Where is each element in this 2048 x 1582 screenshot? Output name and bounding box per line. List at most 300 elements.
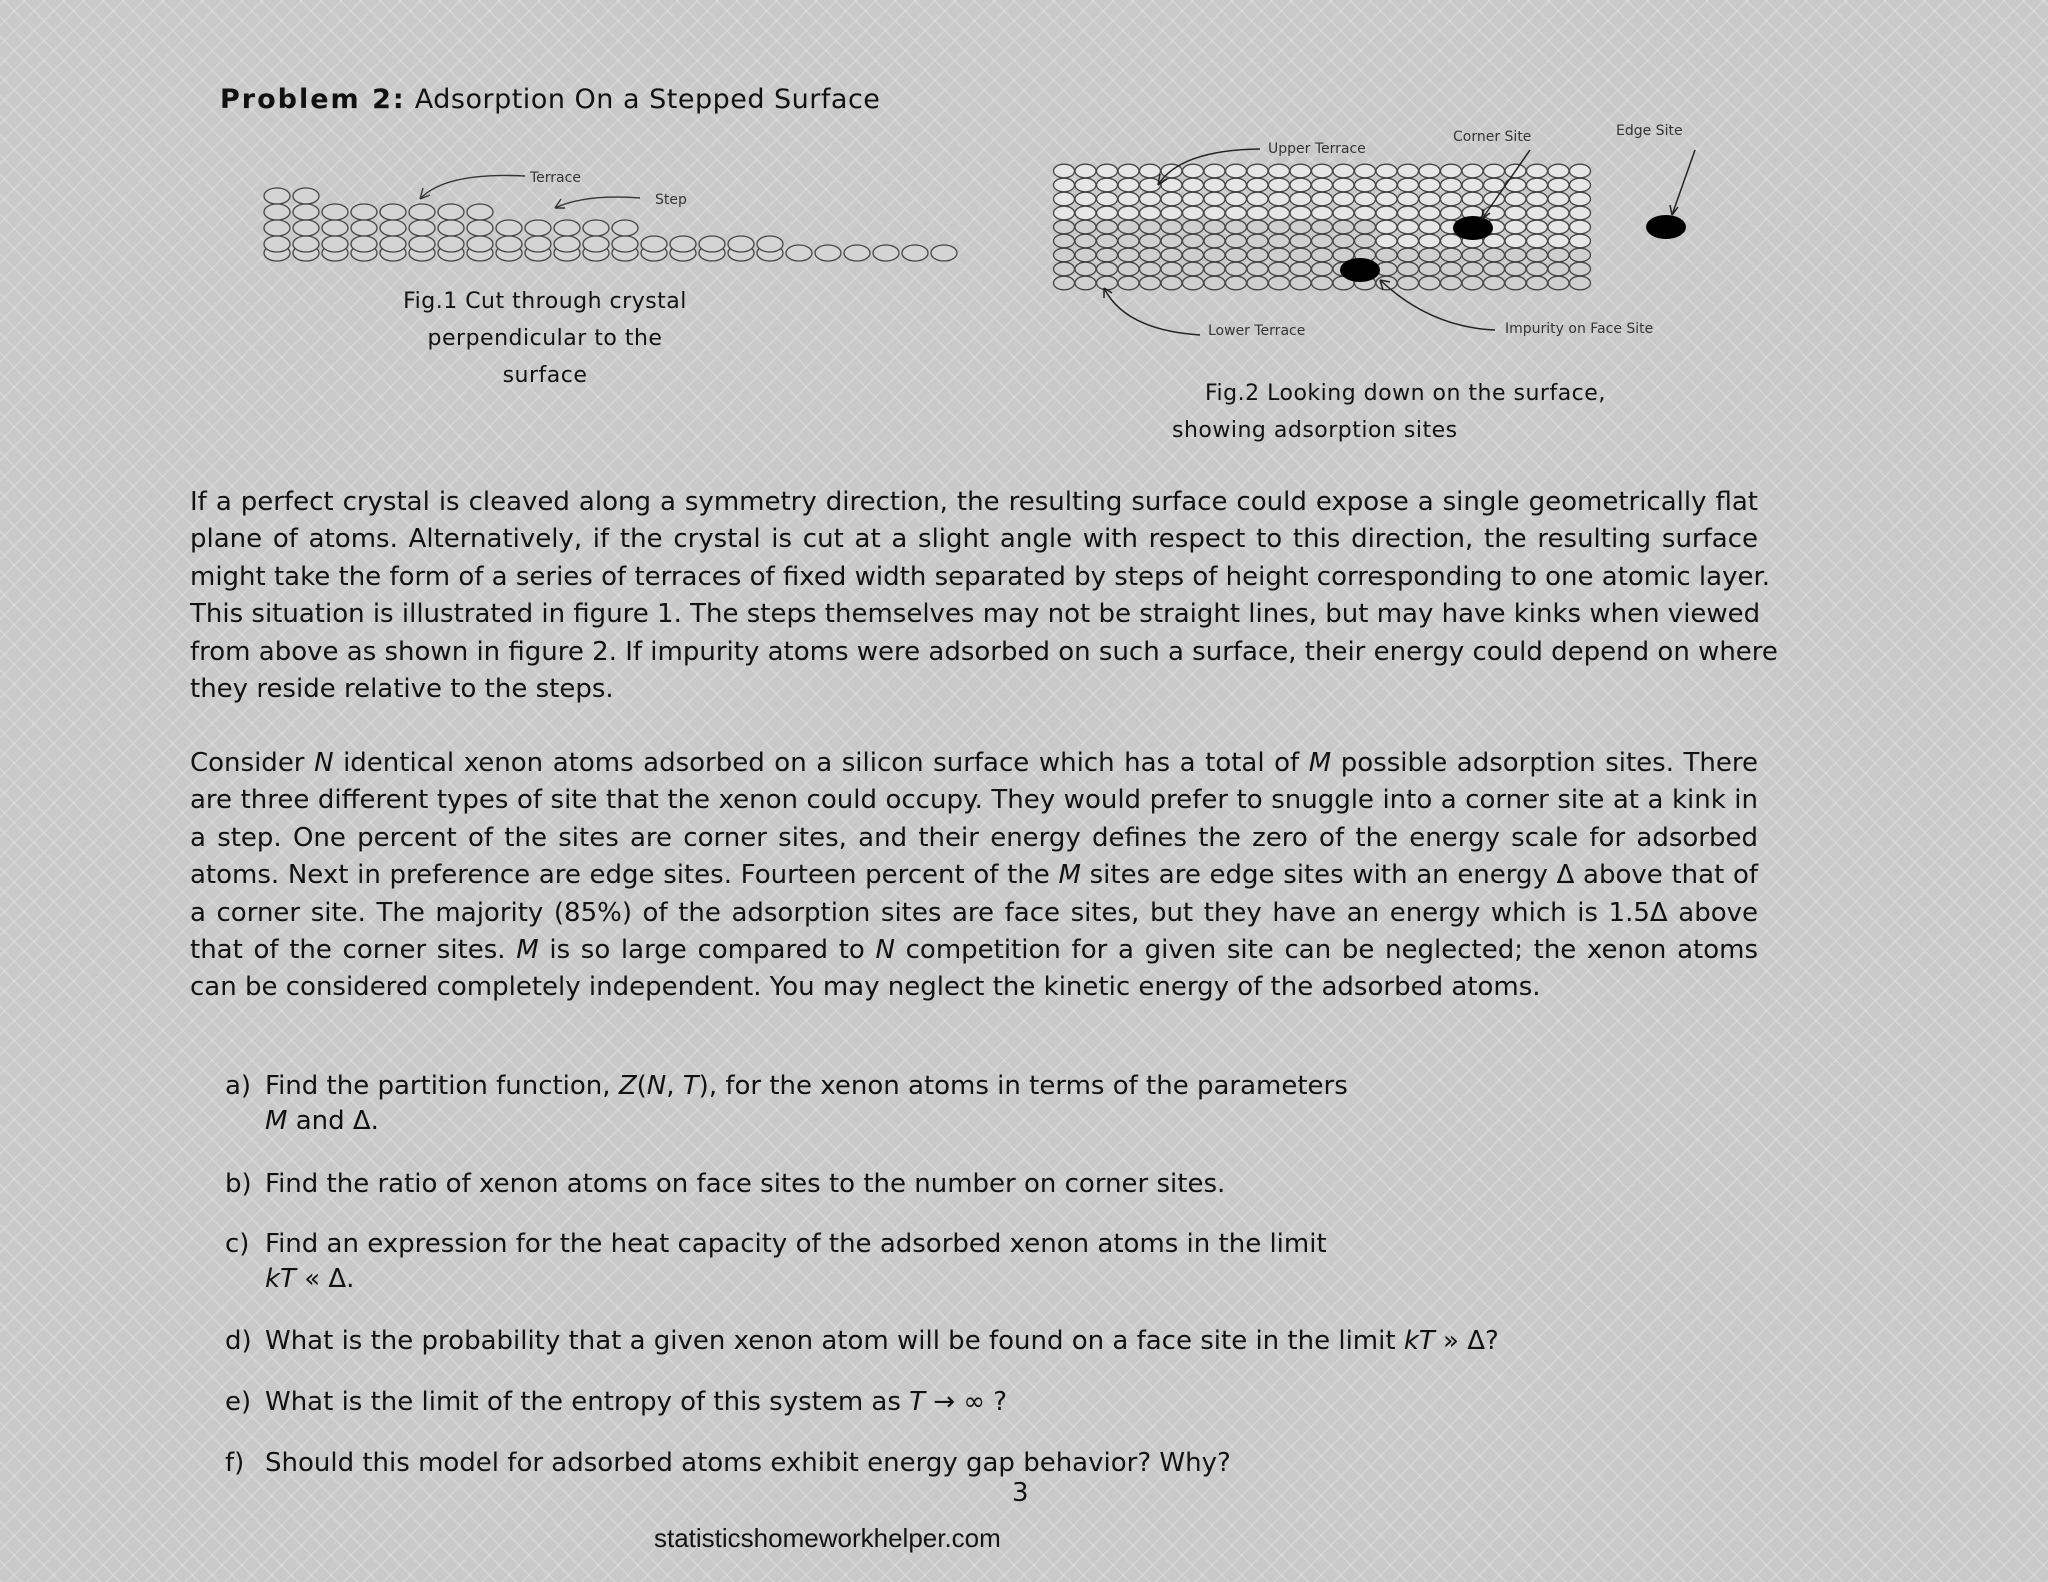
question-text: Find an expression for the heat capacity of the adsorbed xenon atoms in the limit [265, 1229, 1327, 1259]
atom [1097, 248, 1118, 262]
atom [1462, 178, 1483, 192]
atom [1269, 234, 1290, 248]
paragraph-line: are three different types of site that the xenon could occupy. They would prefer to snuggle into a corner site at a kink in [190, 785, 1758, 816]
atom [1419, 164, 1440, 178]
atom [1570, 262, 1591, 276]
atom [1333, 220, 1354, 234]
var-Z: Z [618, 1071, 637, 1101]
atom [583, 220, 609, 236]
atom [1441, 192, 1462, 206]
atom [264, 220, 290, 236]
atom [1505, 206, 1526, 220]
atom [699, 236, 725, 252]
atom [1140, 262, 1161, 276]
fig1-caption-line2: perpendicular to the surface [427, 326, 663, 388]
atom [1161, 192, 1182, 206]
atom [1054, 192, 1075, 206]
var-N: N [646, 1071, 667, 1101]
atom [351, 220, 377, 236]
atom [438, 204, 464, 220]
atom [1097, 276, 1118, 290]
fig2-lower-terrace-label: Lower Terrace [1208, 323, 1306, 339]
atom [931, 245, 957, 261]
atom [1527, 178, 1548, 192]
atom [467, 204, 493, 220]
question-text: ), for the xenon atoms in terms of the parameters [698, 1071, 1348, 1101]
atom [1312, 206, 1333, 220]
atom [1097, 192, 1118, 206]
var-T: T [682, 1071, 699, 1101]
atom [1312, 220, 1333, 234]
atom [380, 204, 406, 220]
fig2-caption-line1: Fig.2 Looking down on the surface, [1205, 381, 1606, 406]
atom [1118, 234, 1139, 248]
atom [1097, 262, 1118, 276]
atom [264, 188, 290, 204]
figure-2 [1050, 115, 1770, 350]
atom [1118, 206, 1139, 220]
atom [1419, 234, 1440, 248]
atom [1376, 276, 1397, 290]
atom [380, 236, 406, 252]
atom [1441, 262, 1462, 276]
atom [1484, 164, 1505, 178]
fig1-terrace-label: Terrace [530, 170, 581, 186]
atom [1376, 234, 1397, 248]
atom [1376, 206, 1397, 220]
atom [1290, 178, 1311, 192]
atom [1527, 248, 1548, 262]
question-c [225, 1227, 1327, 1297]
paragraph-line: This situation is illustrated in figure 1. The steps themselves may not be straight lines, but may have kinks when viewed [190, 599, 1761, 630]
atom [1570, 178, 1591, 192]
var-M: M [516, 935, 539, 966]
atom [1226, 220, 1247, 234]
atom [1548, 234, 1569, 248]
atom [1462, 248, 1483, 262]
question-continuation [225, 1262, 1327, 1297]
atom [1527, 206, 1548, 220]
atom [1398, 178, 1419, 192]
fig2-caption-line2: showing adsorption sites [1172, 418, 1458, 443]
var-kT: kT [1403, 1326, 1435, 1356]
atom [1570, 220, 1591, 234]
atom [1204, 220, 1225, 234]
atom [322, 204, 348, 220]
atom [1419, 220, 1440, 234]
atom [1118, 262, 1139, 276]
atom [1075, 178, 1096, 192]
atom [1505, 276, 1526, 290]
atom [1570, 234, 1591, 248]
var-T: T [909, 1387, 926, 1417]
atom [1484, 192, 1505, 206]
atom [1183, 178, 1204, 192]
question-continuation [225, 1104, 1348, 1139]
atom [1269, 206, 1290, 220]
atom [1269, 178, 1290, 192]
atom [1376, 192, 1397, 206]
atom [1247, 206, 1268, 220]
atom [1312, 262, 1333, 276]
fig1-caption [385, 283, 705, 394]
atom [1333, 164, 1354, 178]
fig1-atom-rows [264, 188, 957, 261]
atom [1312, 192, 1333, 206]
atom [786, 245, 812, 261]
atom [1075, 192, 1096, 206]
atom [1570, 192, 1591, 206]
atom [1290, 234, 1311, 248]
atom [1226, 262, 1247, 276]
question-e [225, 1385, 1007, 1420]
atom [1527, 276, 1548, 290]
problem-label: Problem 2: [220, 84, 406, 115]
question-label: b) [225, 1169, 252, 1199]
atom [322, 236, 348, 252]
atom [1290, 206, 1311, 220]
fig2-impurity-label: Impurity on Face Site [1505, 321, 1654, 337]
atom [1183, 262, 1204, 276]
atom [815, 245, 841, 261]
atom [1505, 248, 1526, 262]
atom [1183, 206, 1204, 220]
atom [293, 236, 319, 252]
atom [1398, 220, 1419, 234]
text-run: Consider [190, 748, 315, 778]
atom [1355, 192, 1376, 206]
fig2-atom-grid [1054, 164, 1591, 290]
corner-site-atom [1453, 216, 1493, 240]
atom [1290, 262, 1311, 276]
atom [1527, 192, 1548, 206]
atom [1269, 164, 1290, 178]
atom [1570, 276, 1591, 290]
question-text: What is the probability that a given xenon atom will be found on a face site in the limit [265, 1326, 1404, 1356]
atom [1548, 276, 1569, 290]
atom [1462, 164, 1483, 178]
text-run: that of the corner sites. [190, 935, 517, 966]
atom [1527, 164, 1548, 178]
atom [1097, 206, 1118, 220]
atom [612, 220, 638, 236]
text-run: identical xenon atoms adsorbed on a silicon surface which has a total of [333, 748, 1309, 778]
atom [1548, 164, 1569, 178]
atom [1140, 192, 1161, 206]
paragraph-line: a corner site. The majority (85%) of the adsorption sites are face sites, but they have an energy which is 1.5Δ above [190, 897, 1758, 928]
atom [1204, 248, 1225, 262]
atom [1204, 262, 1225, 276]
atom [1140, 178, 1161, 192]
atom [1247, 248, 1268, 262]
atom [1183, 192, 1204, 206]
atom [1290, 276, 1311, 290]
atom [438, 236, 464, 252]
atom [1075, 262, 1096, 276]
atom [1054, 220, 1075, 234]
atom [1527, 234, 1548, 248]
question-a [225, 1069, 1348, 1139]
atom [902, 245, 928, 261]
atom [1269, 192, 1290, 206]
atom [293, 220, 319, 236]
atom [1505, 220, 1526, 234]
atom [467, 236, 493, 252]
question-b [225, 1167, 1225, 1202]
atom [1312, 276, 1333, 290]
problem-title [220, 84, 880, 115]
atom [1419, 248, 1440, 262]
atom [1398, 164, 1419, 178]
atom [525, 220, 551, 236]
problem-heading: Adsorption On a Stepped Surface [414, 84, 881, 115]
atom [1290, 192, 1311, 206]
atom [1570, 248, 1591, 262]
fig2-upper-terrace-label: Upper Terrace [1268, 141, 1366, 157]
atom [1548, 178, 1569, 192]
atom [1140, 220, 1161, 234]
atom [1570, 164, 1591, 178]
var-M: M [1058, 860, 1081, 891]
atom [1204, 178, 1225, 192]
atom [1269, 262, 1290, 276]
atom [1247, 192, 1268, 206]
footer-website: statisticshomeworkhelper.com [654, 1523, 1001, 1553]
atom [1419, 178, 1440, 192]
atom [1462, 262, 1483, 276]
paren: ( [636, 1071, 647, 1101]
text-run: sites are edge sites with an energy Δ above that of [1080, 860, 1759, 891]
atom [1140, 164, 1161, 178]
atom [1075, 248, 1096, 262]
atom [1376, 164, 1397, 178]
atom [1075, 164, 1096, 178]
atom [1118, 276, 1139, 290]
atom [1290, 220, 1311, 234]
paragraph-line: If a perfect crystal is cleaved along a symmetry direction, the resulting surface could expose a single geometrically flat [190, 487, 1758, 517]
var-N: N [875, 935, 895, 966]
atom [1441, 206, 1462, 220]
atom [1054, 248, 1075, 262]
edge-site-atom [1646, 215, 1686, 239]
atom [1548, 262, 1569, 276]
atom [1376, 248, 1397, 262]
question-label: c) [225, 1229, 250, 1259]
atom [1462, 192, 1483, 206]
atom [409, 204, 435, 220]
question-label: e) [225, 1387, 252, 1417]
atom [409, 220, 435, 236]
atom [1505, 262, 1526, 276]
atom [1204, 234, 1225, 248]
atom [467, 220, 493, 236]
atom [1075, 206, 1096, 220]
atom [1054, 206, 1075, 220]
atom [1097, 178, 1118, 192]
atom [757, 236, 783, 252]
atom [670, 236, 696, 252]
atom [1226, 164, 1247, 178]
question-text: » Δ? [1434, 1326, 1499, 1356]
atom [1398, 248, 1419, 262]
atom [380, 220, 406, 236]
atom [409, 236, 435, 252]
atom [1247, 234, 1268, 248]
intro-paragraph [190, 484, 1778, 708]
question-label: d) [225, 1326, 252, 1356]
atom [1462, 276, 1483, 290]
atom [1161, 206, 1182, 220]
atom [641, 236, 667, 252]
atom [1333, 234, 1354, 248]
paragraph-line: they reside relative to the steps. [190, 674, 614, 705]
atom [1398, 262, 1419, 276]
paragraph-line: from above as shown in figure 2. If impurity atoms were adsorbed on such a surface, their energy could depend on where [190, 636, 1778, 667]
atom [1312, 234, 1333, 248]
question-text: Find the ratio of xenon atoms on face sites to the number on corner sites. [265, 1169, 1226, 1199]
atom [1161, 234, 1182, 248]
atom [1419, 192, 1440, 206]
atom [1204, 206, 1225, 220]
model-paragraph [190, 745, 1758, 1007]
question-text: « Δ. [295, 1264, 355, 1294]
atom [1204, 164, 1225, 178]
atom [728, 236, 754, 252]
atom [1247, 262, 1268, 276]
atom [1484, 178, 1505, 192]
atom [1054, 276, 1075, 290]
atom [1548, 220, 1569, 234]
paragraph-line [190, 932, 1758, 969]
atom [844, 245, 870, 261]
question-text: Find the partition function, [265, 1071, 619, 1101]
atom [1226, 192, 1247, 206]
atom [1161, 248, 1182, 262]
atom [1312, 164, 1333, 178]
atom [1226, 276, 1247, 290]
atom [264, 204, 290, 220]
atom [1075, 220, 1096, 234]
atom [496, 220, 522, 236]
atom [1140, 206, 1161, 220]
paragraph-line: a step. One percent of the sites are corner sites, and their energy defines the zero of the energy scale for adsorbed [190, 822, 1758, 853]
figure-1 [255, 160, 995, 280]
text-run: is so large compared to [538, 935, 876, 966]
atom [1441, 276, 1462, 290]
atom [438, 220, 464, 236]
atom [873, 245, 899, 261]
atom [1247, 220, 1268, 234]
atom [1054, 234, 1075, 248]
paragraph-line: plane of atoms. Alternatively, if the crystal is cut at a slight angle with respect to this direction, the resulting surface [190, 524, 1758, 555]
atom [1269, 220, 1290, 234]
atom [1097, 220, 1118, 234]
comma: , [666, 1071, 683, 1101]
var-M: M [1308, 748, 1332, 778]
impurity-face-atom [1340, 258, 1380, 282]
paragraph-line: might take the form of a series of terraces of fixed width separated by steps of height corresponding to one atomic layer. [190, 561, 1771, 592]
question-f [225, 1446, 1231, 1481]
atom [1290, 248, 1311, 262]
atom [1183, 248, 1204, 262]
atom [1333, 178, 1354, 192]
atom [1355, 178, 1376, 192]
atom [1054, 178, 1075, 192]
atom [1269, 276, 1290, 290]
atom [1204, 192, 1225, 206]
atom [1226, 248, 1247, 262]
atom [1183, 276, 1204, 290]
question-text: Should this model for adsorbed atoms exhibit energy gap behavior? Why? [265, 1448, 1231, 1478]
atom [1419, 206, 1440, 220]
paragraph-line [190, 745, 1758, 782]
atom [1548, 192, 1569, 206]
atom [322, 220, 348, 236]
atom [1376, 178, 1397, 192]
atom [1312, 178, 1333, 192]
atom [1140, 248, 1161, 262]
atom [1247, 178, 1268, 192]
atom [351, 204, 377, 220]
atom [1118, 248, 1139, 262]
atom [1118, 178, 1139, 192]
question-text: and Δ. [287, 1106, 379, 1136]
atom [1333, 206, 1354, 220]
atom [1484, 248, 1505, 262]
atom [1548, 206, 1569, 220]
question-text: → ∞ ? [925, 1387, 1008, 1417]
atom [1548, 248, 1569, 262]
atom [612, 236, 638, 252]
atom [554, 220, 580, 236]
var-M: M [265, 1106, 288, 1136]
atom [1355, 220, 1376, 234]
atom [1376, 220, 1397, 234]
atom [1505, 234, 1526, 248]
fig2-edge-site-label: Edge Site [1616, 123, 1683, 139]
atom [1247, 164, 1268, 178]
atom [1097, 234, 1118, 248]
atom [1290, 164, 1311, 178]
atom [1398, 206, 1419, 220]
atom [293, 204, 319, 220]
atom [554, 236, 580, 252]
atom [1570, 206, 1591, 220]
question-label: a) [225, 1071, 252, 1101]
atom [1527, 262, 1548, 276]
atom [1269, 248, 1290, 262]
atom [264, 236, 290, 252]
atom [1118, 192, 1139, 206]
fig2-corner-site-label: Corner Site [1453, 129, 1532, 145]
atom [1398, 234, 1419, 248]
atom [1484, 262, 1505, 276]
atom [1097, 164, 1118, 178]
atom [1054, 164, 1075, 178]
text-run: atoms. Next in preference are edge sites. Fourteen percent of the [190, 860, 1059, 891]
paragraph-line [190, 857, 1758, 894]
atom [1355, 164, 1376, 178]
question-label: f) [225, 1448, 245, 1478]
atom [1140, 276, 1161, 290]
atom [1226, 178, 1247, 192]
text-run: possible adsorption sites. There [1331, 748, 1759, 778]
atom [1312, 248, 1333, 262]
atom [1247, 276, 1268, 290]
atom [1183, 164, 1204, 178]
atom [1054, 262, 1075, 276]
question-d [225, 1324, 1499, 1359]
